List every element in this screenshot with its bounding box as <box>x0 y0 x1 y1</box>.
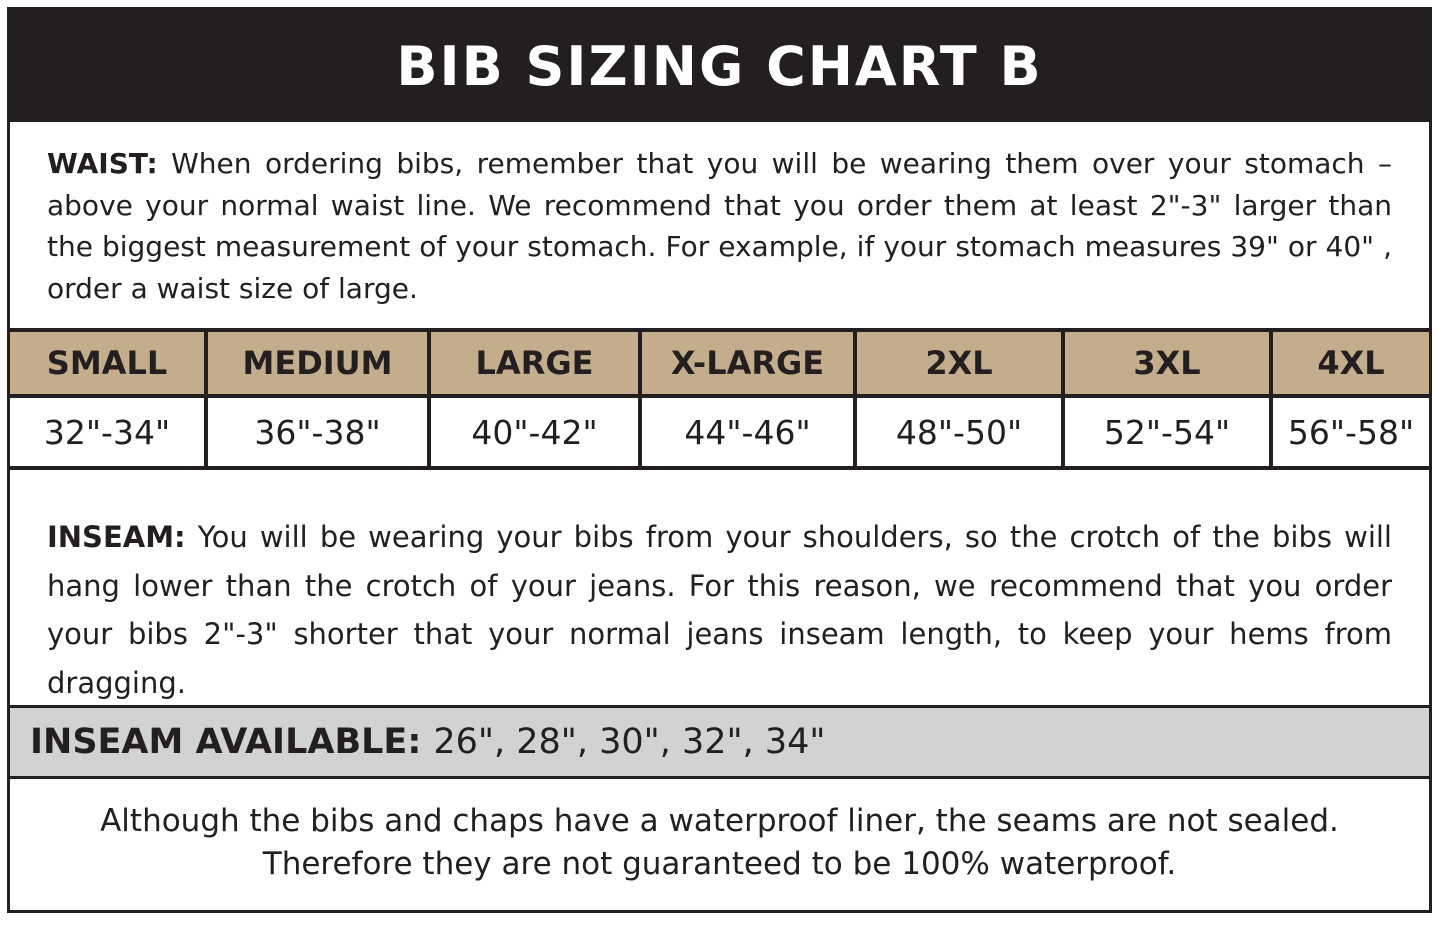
size-header: LARGE <box>429 330 640 396</box>
note-line-1: Although the bibs and chaps have a waterproof liner, the seams are not sealed. <box>100 803 1339 839</box>
waist-label: WAIST: <box>47 147 158 180</box>
size-value: 40"-42" <box>429 396 640 468</box>
size-value: 48"-50" <box>855 396 1063 468</box>
size-value: 44"-46" <box>640 396 855 468</box>
inseam-paragraph <box>47 513 1392 707</box>
note-line-2: Therefore they are not guaranteed to be 100% waterproof. <box>262 846 1177 882</box>
size-header: SMALL <box>10 330 206 396</box>
size-value: 32"-34" <box>10 396 206 468</box>
waist-text: When ordering bibs, remember that you will be wearing them over your stomach – above your normal waist line. We recommend that you order them at least 2"-3" larger than the biggest measurement of your stomach. For example, if your stomach measures 39" or 40" , order a waist size of large. <box>47 147 1392 305</box>
title-bar <box>10 10 1429 122</box>
size-header: 2XL <box>855 330 1063 396</box>
size-value: 36"-38" <box>206 396 429 468</box>
inseam-text: You will be wearing your bibs from your shoulders, so the crotch of the bibs will hang lower than the crotch of your jeans. For this reason, we recommend that you order your bibs 2"-3" shorter that your normal jeans inseam length, to keep your hems from dragging. <box>47 520 1392 700</box>
size-table <box>10 328 1429 470</box>
waist-paragraph <box>47 143 1392 309</box>
size-header: 3XL <box>1063 330 1271 396</box>
inseam-available-label: INSEAM AVAILABLE: <box>30 722 422 762</box>
sizing-chart <box>7 7 1432 913</box>
size-value: 56"-58" <box>1271 396 1429 468</box>
size-header: MEDIUM <box>206 330 429 396</box>
waterproof-note <box>10 800 1429 886</box>
size-value: 52"-54" <box>1063 396 1271 468</box>
inseam-available-values: 26", 28", 30", 32", 34" <box>433 722 826 762</box>
size-value-row <box>10 396 1429 468</box>
inseam-label: INSEAM: <box>47 520 186 554</box>
size-header-row <box>10 330 1429 396</box>
inseam-available-bar <box>10 705 1429 779</box>
size-header: X-LARGE <box>640 330 855 396</box>
size-header: 4XL <box>1271 330 1429 396</box>
chart-title: BIB SIZING CHART B <box>396 34 1043 98</box>
